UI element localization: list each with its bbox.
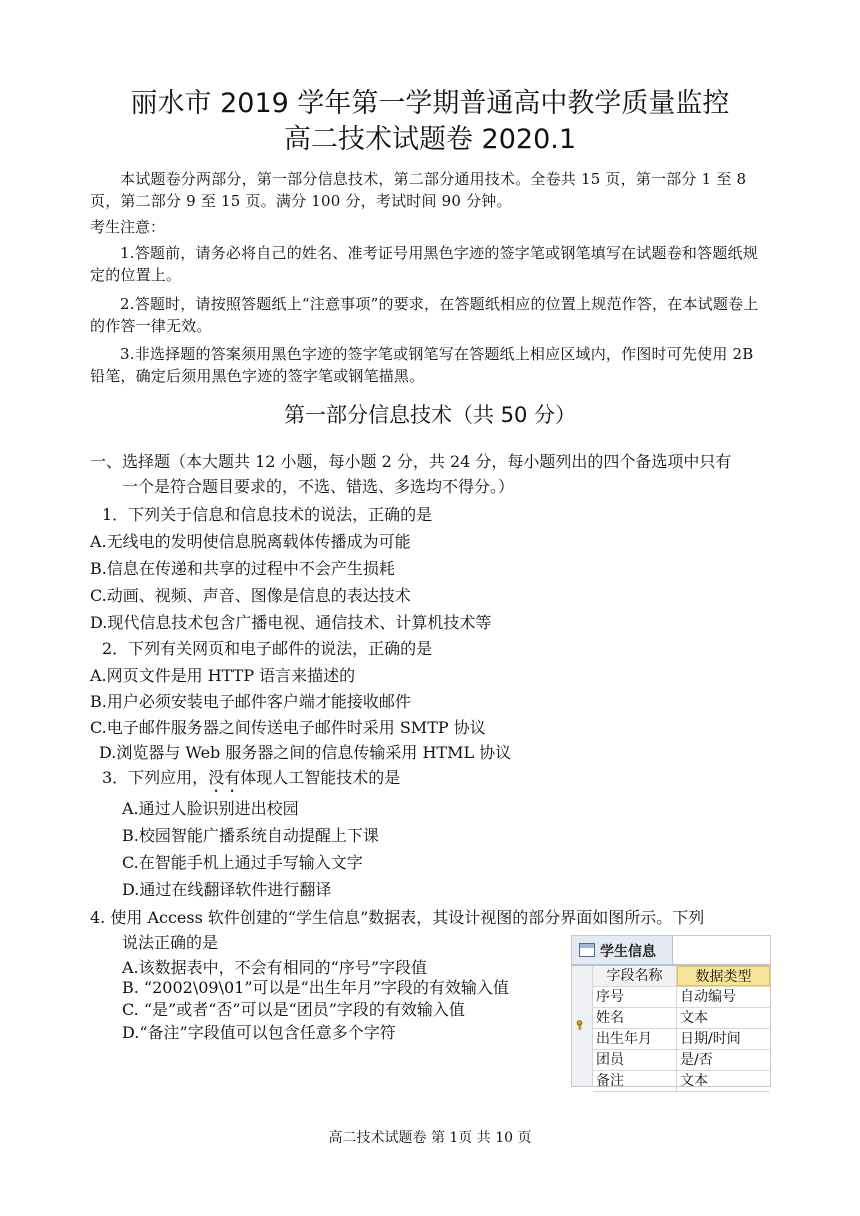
field-grid-header [593, 966, 770, 987]
q1-option-b: B.信息在传递和共享的过程中不会产生损耗 [90, 559, 395, 578]
q1-stem: 1．下列关于信息和信息技术的说法，正确的是 [102, 505, 433, 524]
field-row [593, 1029, 770, 1050]
choice-heading-line1: 一、选择题（本大题共 12 小题，每小题 2 分，共 24 分，每小题列出的四个备选项中只有 [90, 452, 732, 471]
q4-option-c: C. “是”或者“否”可以是“团员”字段的有效输入值 [122, 1000, 465, 1019]
primary-key-icon [576, 1020, 586, 1030]
q1-option-a: A.无线电的发明使信息脱离载体传播成为可能 [90, 532, 411, 551]
q1-option-d: D.现代信息技术包含广播电视、通信技术、计算机技术等 [90, 613, 492, 632]
q1-option-c: C.动画、视频、声音、图像是信息的表达技术 [90, 586, 411, 605]
q3-option-b: B.校园智能广播系统自动提醒上下课 [122, 826, 379, 845]
field-row [593, 1050, 770, 1071]
exam-title-line1: 丽水市 2019 学年第一学期普通高中教学质量监控 [130, 88, 730, 119]
field-grid [593, 966, 770, 1092]
column-header-field-name: 字段名称 [593, 966, 677, 986]
q4-stem-line2: 说法正确的是 [122, 933, 219, 952]
access-design-view-figure [571, 935, 771, 1087]
q3-option-d: D.通过在线翻译软件进行翻译 [122, 880, 332, 899]
exam-title-line2: 高二技术试题卷 2020.1 [283, 124, 577, 155]
notice-item-3: 3.非选择题的答案须用黑色字迹的签字笔或钢笔写在答题纸上相应区域内，作图时可先使用 2B 铅笔，确定后须用黑色字迹的签字笔或钢笔描黑。 [90, 345, 754, 385]
row-selector-column [572, 966, 593, 1086]
column-header-data-type: 数据类型 [677, 966, 770, 986]
q4-option-d: D.“备注”字段值可以包含任意多个字符 [122, 1023, 396, 1042]
q4-stem-line1: 4. 使用 Access 软件创建的“学生信息”数据表，其设计视图的部分界面如图所示。下列 [90, 908, 705, 927]
q2-stem: 2．下列有关网页和电子邮件的说法，正确的是 [102, 639, 433, 658]
data-type-cell: 文本 [680, 1073, 708, 1089]
data-type-cell: 日期/时间 [680, 1031, 741, 1047]
q3-stem-post: 体现人工智能技术的是 [240, 768, 401, 787]
field-name-cell: 团员 [593, 1050, 677, 1070]
choice-heading-line2: 一个是符合题目要求的，不选、错选、多选均不得分。） [122, 477, 515, 496]
data-type-cell: 自动编号 [680, 989, 736, 1005]
notice-item-2: 2.答题时，请按照答题纸上“注意事项”的要求，在答题纸相应的位置上规范作答，在本试题卷上的作答一律无效。 [90, 295, 759, 335]
q4-option-b: B. “2002\09\01”可以是“出生年月”字段的有效输入值 [122, 978, 509, 997]
field-row [593, 1071, 770, 1092]
q2-option-d: D.浏览器与 Web 服务器之间的信息传输采用 HTML 协议 [99, 743, 512, 762]
page-footer: 高二技术试题卷 第 1页 共 10 页 [328, 1130, 532, 1146]
field-name-cell: 序号 [593, 987, 677, 1007]
q3-stem-emphasis: 没有 [208, 768, 241, 787]
notice-heading: 考生注意： [90, 218, 166, 236]
section-title: 第一部分信息技术（共 50 分） [283, 403, 577, 427]
field-row [593, 1008, 770, 1029]
q2-option-b: B.用户必须安装电子邮件客户端才能接收邮件 [90, 692, 411, 711]
table-tab [572, 936, 673, 964]
table-tab-name: 学生信息 [600, 944, 656, 960]
q4-option-a: A.该数据表中，不会有相同的“序号”字段值 [122, 958, 428, 977]
field-name-cell: 出生年月 [593, 1029, 677, 1049]
q3-option-c: C.在智能手机上通过手写输入文字 [122, 853, 363, 872]
field-row [593, 987, 770, 1008]
data-type-cell: 是/否 [680, 1052, 713, 1068]
q3-option-a: A.通过人脸识别进出校园 [122, 799, 299, 818]
field-name-cell: 姓名 [593, 1008, 677, 1028]
intro-paragraph: 本试题卷分两部分，第一部分信息技术，第二部分通用技术。全卷共 15 页，第一部分 1 至 8 页，第二部分 9 至 15 页。满分 100 分，考试时间 90 分钟。 [90, 170, 747, 210]
table-icon [579, 943, 595, 957]
field-name-cell: 备注 [593, 1071, 677, 1091]
q2-option-a: A.网页文件是用 HTTP 语言来描述的 [90, 666, 356, 685]
q3-stem-pre: 3．下列应用， [102, 768, 209, 787]
q3-stem [102, 765, 400, 796]
notice-item-1: 1.答题前，请务必将自己的姓名、准考证号用黑色字迹的签字笔或钢笔填写在试题卷和答题纸规定的位置上。 [90, 244, 758, 284]
data-type-cell: 文本 [680, 1010, 708, 1026]
q2-option-c: C.电子邮件服务器之间传送电子邮件时采用 SMTP 协议 [90, 718, 486, 737]
